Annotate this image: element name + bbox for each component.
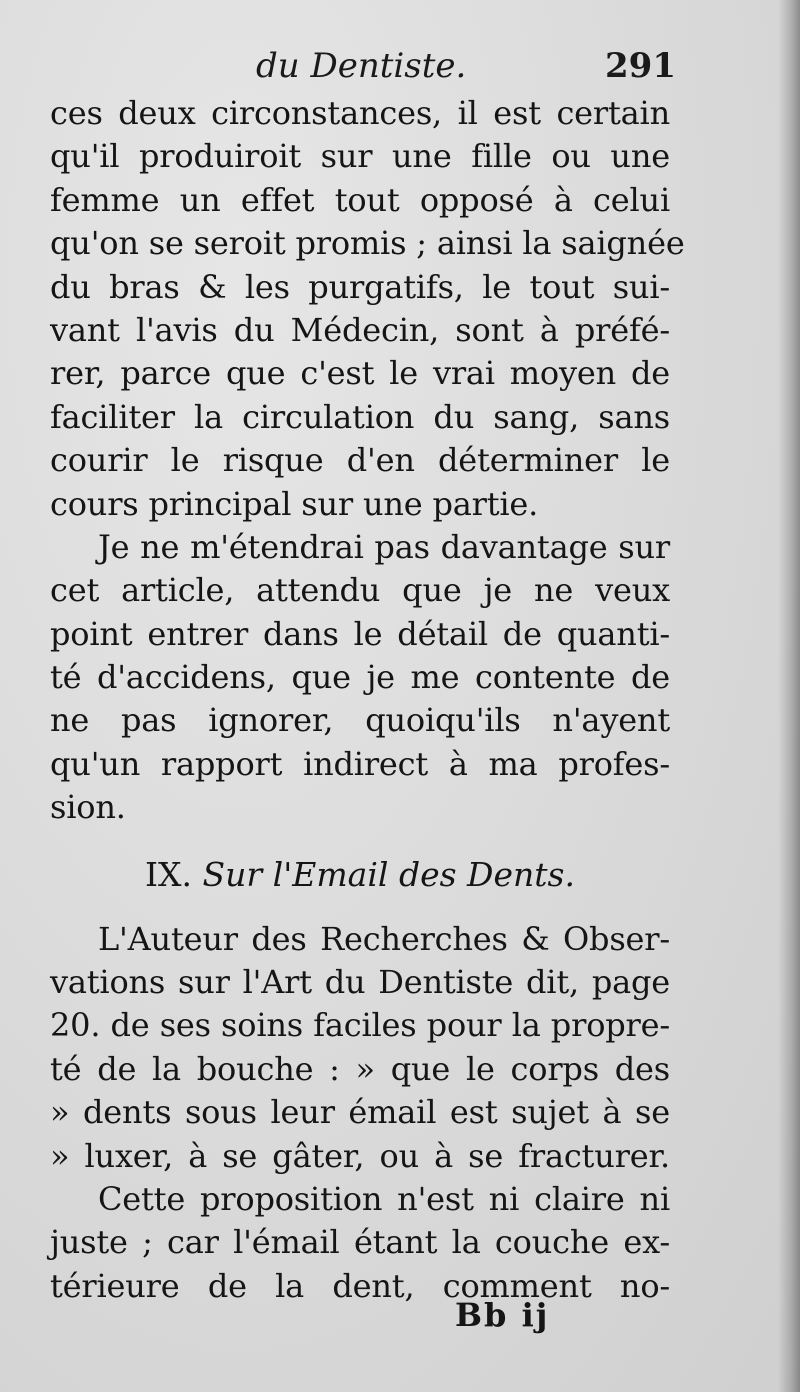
text-line: ne pas ignorer, quoiqu'ils n'ayent: [50, 701, 670, 740]
paragraph-3: [50, 918, 670, 1309]
text-line: point entrer dans le détail de quanti-: [50, 614, 670, 653]
text-line: ces deux circonstances, il est certain: [50, 94, 670, 132]
section-heading: [50, 850, 670, 900]
section-number: IX.: [145, 854, 193, 894]
text-line: courir le risque d'en déterminer le: [50, 441, 670, 480]
text-line: térieure de la dent, comment no-: [50, 1266, 670, 1305]
text-line: cet article, attendu que je ne veux: [50, 571, 670, 610]
text-line: femme un effet tout opposé à celui: [50, 180, 670, 219]
text-line: Cette proposition n'est ni claire ni: [98, 1179, 670, 1218]
signature-mark: Bb ij: [455, 1296, 550, 1334]
text-line: faciliter la circulation du sang, sans: [50, 397, 670, 436]
page-number: 291: [605, 46, 676, 86]
text-line: té de la bouche : » que le corps des: [50, 1049, 670, 1088]
running-head: du Dentiste.: [256, 46, 467, 86]
section-title: Sur l'Email des Dents.: [202, 854, 575, 894]
body-text: [50, 92, 685, 1308]
text-line: » dents sous leur émail est sujet à se: [50, 1093, 670, 1132]
text-line: L'Auteur des Recherches & Obser-: [98, 919, 670, 958]
text-line: vant l'avis du Médecin, sont à préfé-: [50, 310, 670, 349]
text-line: du bras & les purgatifs, le tout sui-: [50, 267, 670, 306]
text-line: qu'un rapport indirect à ma profes-: [50, 744, 670, 783]
paragraph-1: [50, 92, 685, 526]
page-header: [56, 46, 676, 96]
paragraph-2: [50, 526, 670, 830]
text-line: 20. de ses soins faciles pour la propre-: [50, 1006, 670, 1045]
text-line: cours principal sur une partie.: [50, 484, 539, 523]
text-line: qu'on se seroit promis ; ainsi la saignée: [50, 224, 685, 263]
text-line: té d'accidens, que je me contente de: [50, 658, 670, 697]
text-line: juste ; car l'émail étant la couche ex-: [50, 1223, 670, 1262]
text-line: Je ne m'étendrai pas davantage sur: [98, 527, 670, 566]
text-line: rer, parce que c'est le vrai moyen de: [50, 354, 670, 393]
text-line: qu'il produiroit sur une fille ou une: [50, 137, 670, 176]
text-line: » luxer, à se gâter, ou à se fracturer.: [50, 1136, 670, 1175]
text-line: vations sur l'Art du Dentiste dit, page: [50, 963, 670, 1002]
text-line: sion.: [50, 788, 126, 827]
page-edge-shadow: [778, 0, 800, 1392]
